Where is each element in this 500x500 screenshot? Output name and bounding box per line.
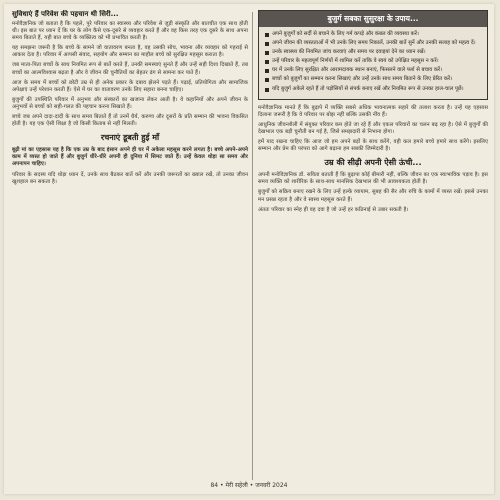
tips-list-item: उन्हें परिवार के महत्वपूर्ण निर्णयों में शामिल करें ताकि वे स्वयं को उपेक्षित महसूस न करें। bbox=[265, 58, 481, 65]
right-paragraph: आधुनिक जीवनशैली में संयुक्त परिवार कम होते जा रहे हैं और एकल परिवारों का चलन बढ़ रहा है। ऐसे में बुजुर्गों की देखभाल एक बड़ी चुनौती बन गई है, जिसे समझदारी से निभाना होगा। bbox=[258, 121, 488, 135]
page-footer: 84 • मेरी सहेली • जनवरी 2024 bbox=[210, 482, 288, 489]
left-paragraph: जब माता-पिता बच्चों के साथ नियमित रूप से बातें करते हैं, उनकी समस्याएं सुनते हैं और उन्हें सही दिशा दिखाते हैं, तब बच्चों का आत्मविश्वास बढ़ता है और वे जीवन की चुनौतियों का बेहतर ढंग से सामना कर पाते हैं। bbox=[12, 62, 248, 76]
tips-list-item: उनके स्वास्थ्य की नियमित जांच करवाएं और समय पर दवाइयां देने का ध्यान रखें। bbox=[265, 49, 481, 56]
left-column bbox=[12, 10, 248, 189]
tips-list-item: घर में उनके लिए सुरक्षित और आरामदायक स्थान बनाएं, फिसलने वाले फर्श से बचाव करें। bbox=[265, 67, 481, 74]
left-section-title: रचनाएं डूबती हुई माँ bbox=[100, 133, 160, 143]
right-paragraph: अंततः परिवार का स्नेह ही वह दवा है जो उन्हें हर कठिनाई से उबार सकती है। bbox=[258, 206, 409, 213]
left-paragraph: आज के समय में बच्चों को छोटी उम्र से ही अनेक प्रकार के दबाव झेलने पड़ते हैं। पढ़ाई, प्रतियोगिता और सामाजिक अपेक्षाएं उन्हें परेशान करती हैं। ऐसे में घर का वातावरण उनके लिए सहारा बनना चाहिए। bbox=[12, 79, 248, 93]
right-column bbox=[258, 10, 488, 217]
left-paragraph: बूढ़ी मां का एहसास यह है कि एक उम्र के बाद इंसान अपने ही घर में अकेला महसूस करने लगता है। बच्चे अपने-अपने काम में व्यस्त हो जाते हैं और बुजुर्ग धीरे-धीरे अपनी ही दुनिया में सिमट जाते हैं। उन्हें केवल थोड़ा सा समय और अपनापन चाहिए। bbox=[12, 147, 248, 168]
tips-list-item: बच्चों को बुजुर्गों का सम्मान करना सिखाएं और उन्हें उनके साथ समय बिताने के लिए प्रेरित करें। bbox=[265, 76, 481, 83]
column-divider bbox=[252, 12, 253, 480]
left-paragraph: मनोवैज्ञानिक जो बताता है कि पहले, पूरे परिवार का स्वास्थ्य और परिवेश से जुड़ी संस्कृति और बातचीत एक साथ होती थी। इस बात पर ध्यान दें कि घर के लोग कैसे एक-दूसरे से व्यवहार करते हैं और वह किस तरह एक दूसरे के साथ अपना समय बिताते हैं, यही बात बच्चे के व्यक्तित्व को भी प्रभावित करती है। bbox=[12, 21, 248, 42]
left-paragraph: बच्चे जब अपने दादा-दादी के साथ समय बिताते हैं तो उनमें धैर्य, करुणा और दूसरों के प्रति सम्मान की भावना विकसित होती है। यह एक ऐसी शिक्षा है जो किसी किताब से नहीं मिलती। bbox=[12, 114, 248, 128]
right-paragraph: बुजुर्गों को सक्रिय बनाए रखने के लिए उन्हें हल्के व्यायाम, सुबह की सैर और रुचि के कामों में व्यस्त रखें। इससे उनका मन प्रसन्न रहता है और वे स्वस्थ महसूस करते हैं। bbox=[258, 189, 488, 203]
tips-list bbox=[259, 31, 487, 93]
right-paragraph: अपनी मनोविज्ञानिक डॉ. सविता बताती हैं कि बुढ़ापा कोई बीमारी नहीं, बल्कि जीवन का एक स्वाभाविक पड़ाव है। इस समय व्यक्ति को शारीरिक के साथ-साथ मानसिक देखभाल की भी आवश्यकता होती है। bbox=[258, 172, 488, 186]
left-paragraph: बुजुर्गों की उपस्थिति परिवार में अनुभव और संस्कारों का खजाना लेकर आती है। वे कहानियों और अपने जीवन के अनुभवों से बच्चों को सही-गलत की पहचान करना सिखाते हैं। bbox=[12, 96, 248, 110]
left-heading: सुविधाएं हैं परिवेश की पहचान थी सिरी... bbox=[12, 10, 119, 18]
tips-box-title: बुजुर्ग सबका सुसुरक्षा के उपाय... bbox=[259, 11, 487, 27]
left-paragraph: यह समझना जरूरी है कि बच्चे के सामने जो वातावरण बनता है, वह उसकी सोच, भावना और व्यवहार को गहराई से आकार देता है। परिवार में आपसी संवाद, सहयोग और सम्मान का माहौल बच्चे को सुरक्षित महसूस कराता है। bbox=[12, 45, 248, 59]
magazine-page bbox=[4, 4, 494, 494]
left-paragraph: परिवार के सदस्य यदि थोड़ा ध्यान दें, उनके साथ बैठकर बातें करें और उनकी जरूरतों का ख्याल रखें, तो उनका जीवन खुशहाल बन सकता है। bbox=[12, 171, 248, 185]
tips-list-item: अपने जीवन की व्यस्तताओं में भी उनके लिए समय निकालें, उनकी बातें सुनें और उनकी सलाह को महत्व दें। bbox=[265, 40, 481, 47]
right-paragraph: मनोवैज्ञानिक मानते हैं कि बुढ़ापे में व्यक्ति सबसे अधिक भावनात्मक सहारे की तलाश करता है। उन्हें यह एहसास दिलाना जरूरी है कि वे परिवार पर बोझ नहीं बल्कि उसकी नींव हैं। bbox=[258, 104, 488, 118]
tips-box bbox=[258, 10, 488, 100]
right-section-title: उम्र की सीढ़ी अपनी ऐसी ऊंची... bbox=[324, 158, 422, 168]
right-paragraph: हमें याद रखना चाहिए कि आज जो हम अपने बड़ों के साथ करेंगे, वही कल हमारे बच्चे हमारे साथ करेंगे। इसलिए सम्मान और प्रेम की परंपरा को आगे बढ़ाना हम सबकी जिम्मेदारी है। bbox=[258, 139, 488, 153]
tips-list-item: अपने बुजुर्गों को सर्दी से बचाने के लिए गर्म कपड़े और कंबल की व्यवस्था करें। bbox=[265, 31, 481, 38]
tips-list-item: यदि बुजुर्ग अकेले रहते हैं तो पड़ोसियों से संपर्क बनाए रखें और नियमित रूप से उनका हाल-चाल पूछें। bbox=[265, 86, 481, 93]
